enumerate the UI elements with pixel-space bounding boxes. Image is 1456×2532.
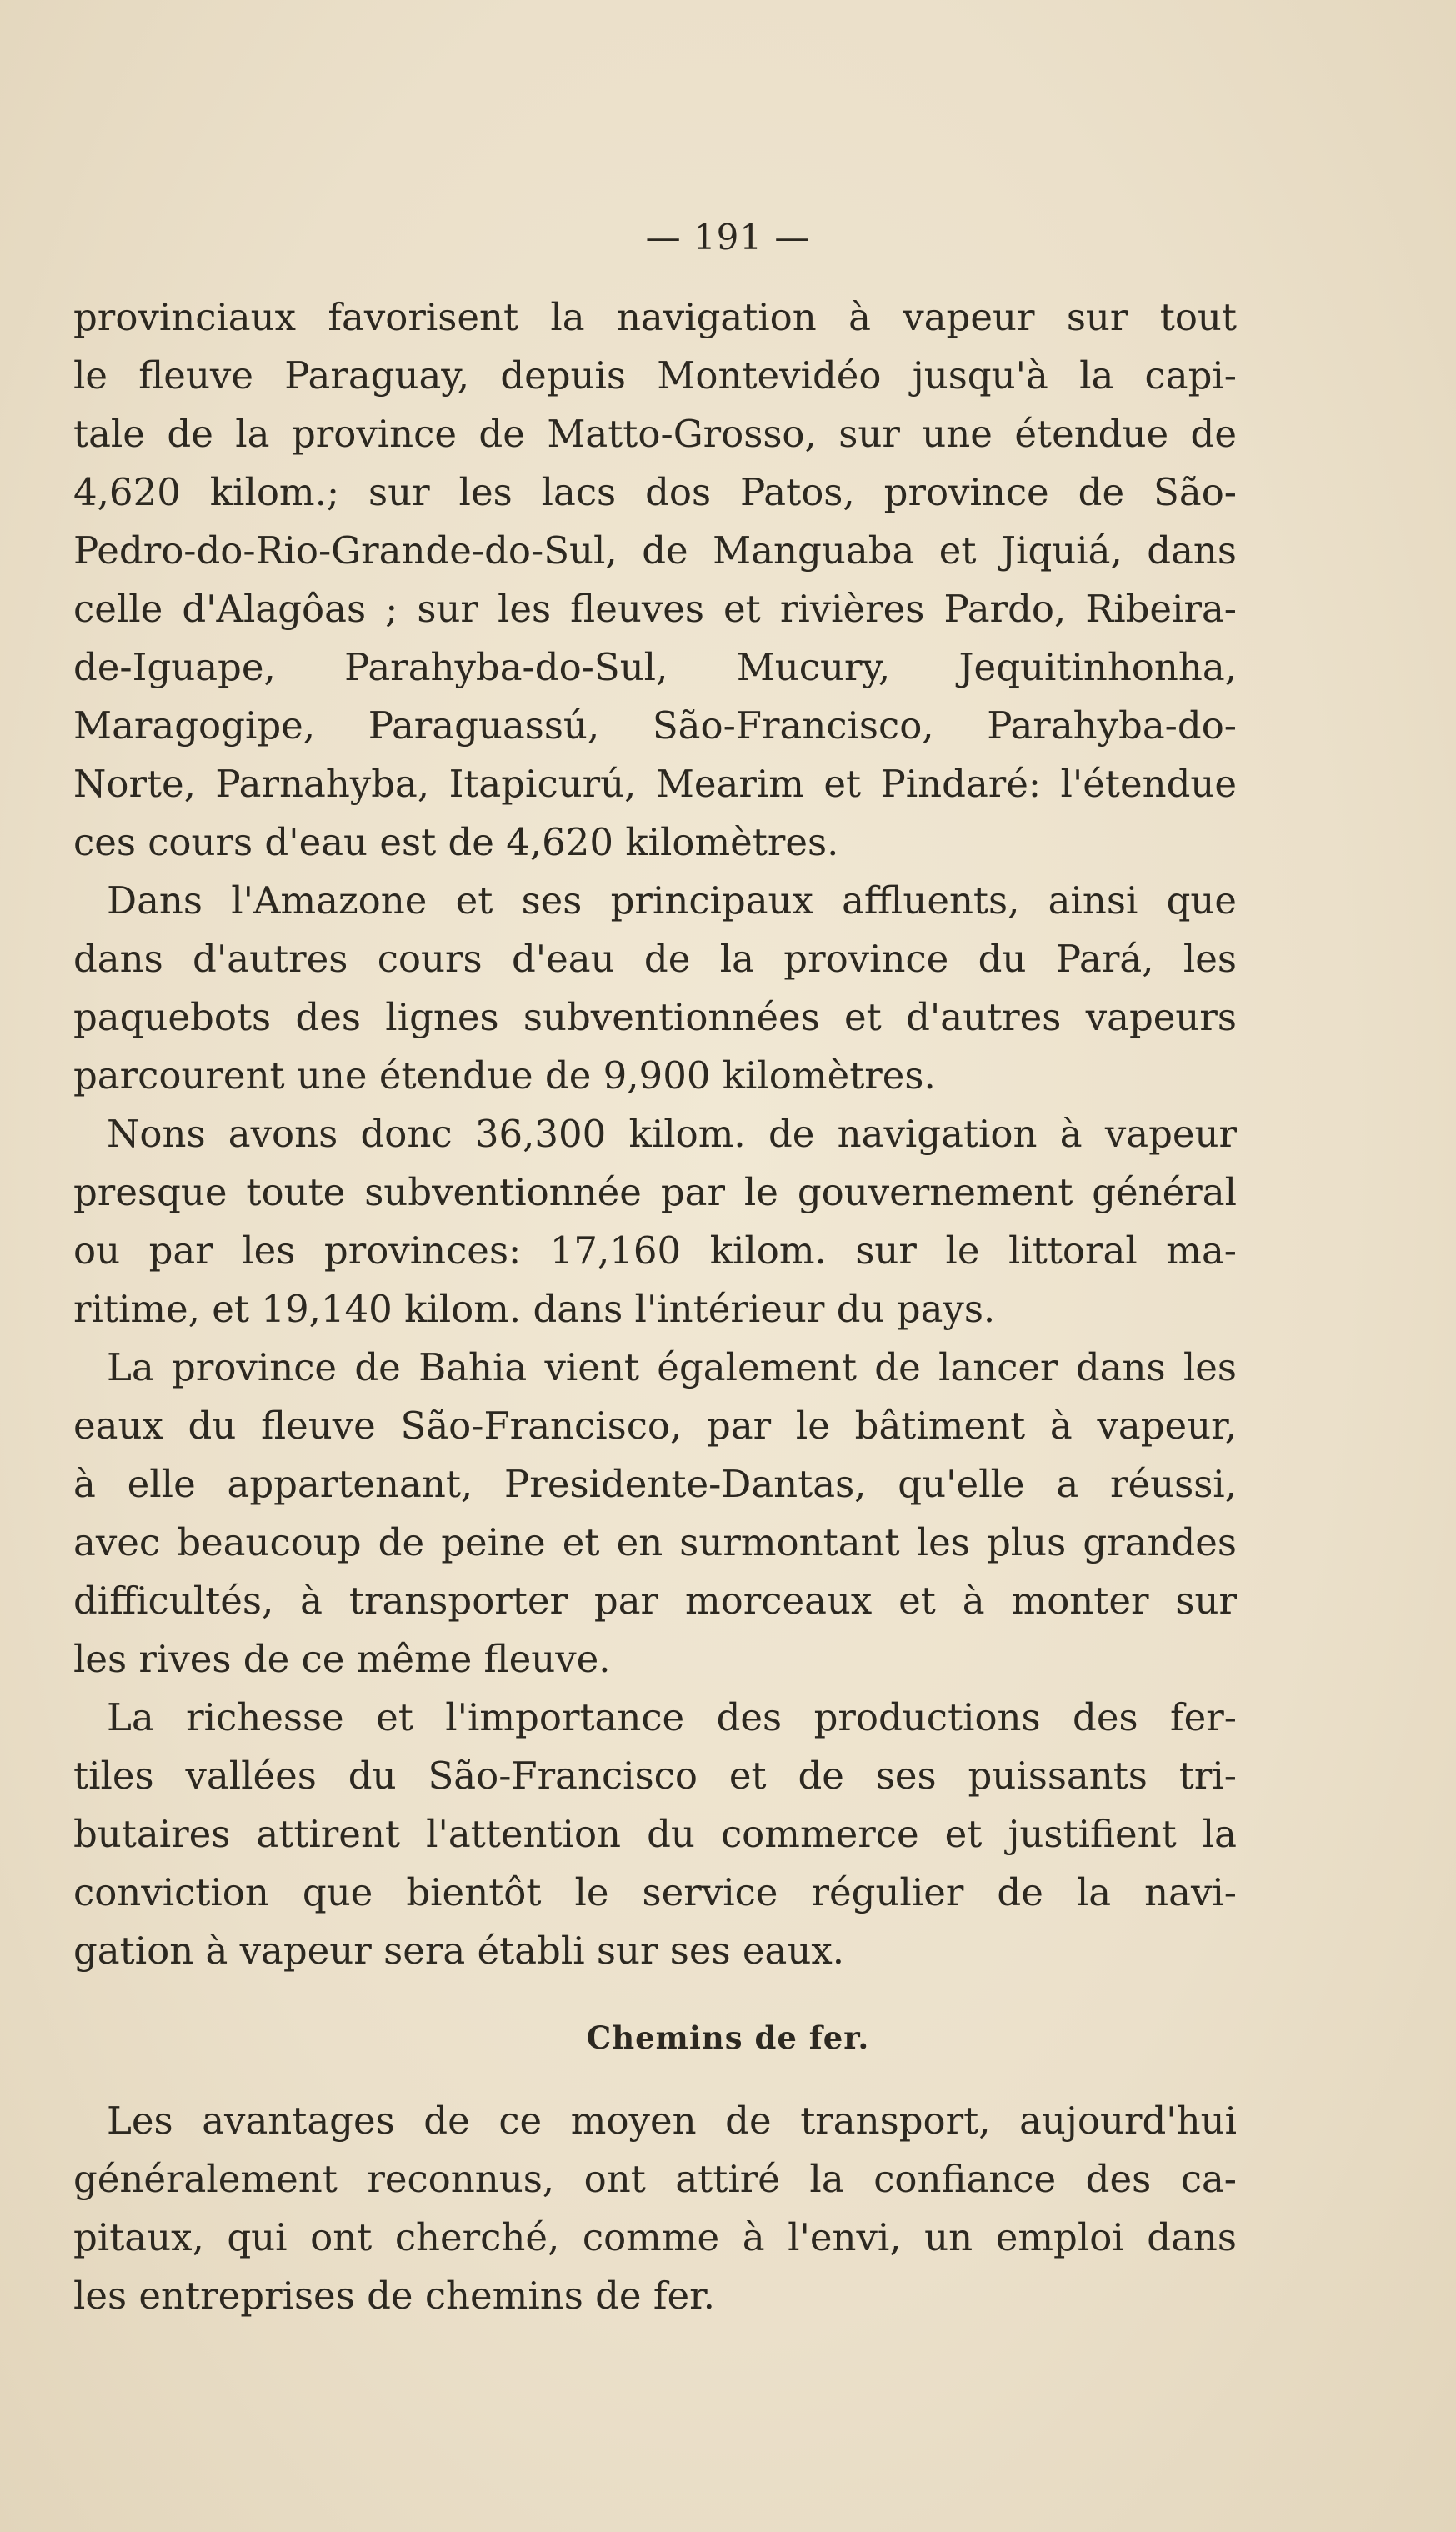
paragraph-end-line: ritime, et 19,140 kilom. dans l'intérieur du pays. <box>73 1287 996 1331</box>
page-number: — 191 — <box>645 217 811 258</box>
text-line: provinciaux favorisent la navigation à vapeur sur tout <box>73 295 1237 339</box>
text-line: conviction que bientôt le service régulier de la navi- <box>73 1870 1237 1914</box>
text-line: presque toute subventionnée par le gouvernement général <box>73 1170 1237 1214</box>
paragraph-end-line: gation à vapeur sera établi sur ses eaux. <box>73 1929 845 1973</box>
text-line: dans d'autres cours d'eau de la province du Pará, les <box>73 937 1237 981</box>
paragraph-start-line: La richesse et l'importance des productions des fer- <box>107 1695 1237 1739</box>
text-line: avec beaucoup de peine et en surmontant les plus grandes <box>73 1520 1237 1564</box>
text-line: Norte, Parnahyba, Itapicurú, Mearim et Pindaré: l'étendue <box>73 762 1237 806</box>
text-line: Maragogipe, Paraguassú, São-Francisco, Parahyba-do- <box>73 703 1237 748</box>
paragraph-end-line: les rives de ce même fleuve. <box>73 1637 611 1681</box>
text-line: celle d'Alagôas ; sur les fleuves et rivières Pardo, Ribeira- <box>73 587 1237 631</box>
paragraph-start-line: Les avantages de ce moyen de transport, aujourd'hui <box>107 2099 1237 2143</box>
paragraph-start-line: Nons avons donc 36,300 kilom. de navigation à vapeur <box>107 1112 1237 1156</box>
section-heading: Chemins de fer. <box>586 2019 870 2056</box>
text-line: ou par les provinces: 17,160 kilom. sur le littoral ma- <box>73 1228 1237 1273</box>
body-text <box>73 288 1237 1980</box>
paragraph-end-line: les entreprises de chemins de fer. <box>73 2274 715 2318</box>
text-line: tale de la province de Matto-Grosso, sur une étendue de <box>73 412 1237 456</box>
text-line: butaires attirent l'attention du commerce et justifient la <box>73 1812 1237 1856</box>
text-line: 4,620 kilom.; sur les lacs dos Patos, province de São- <box>73 470 1237 514</box>
text-line: paquebots des lignes subventionnées et d'autres vapeurs <box>73 995 1237 1039</box>
text-line: de-Iguape, Parahyba-do-Sul, Mucury, Jequitinhonha, <box>73 645 1237 689</box>
text-line: généralement reconnus, ont attiré la confiance des ca- <box>73 2157 1237 2201</box>
text-line: à elle appartenant, Presidente-Dantas, qu'elle a réussi, <box>73 1462 1237 1506</box>
paragraph-end-line: parcourent une étendue de 9,900 kilomètres. <box>73 1053 936 1098</box>
text-line: Pedro-do-Rio-Grande-do-Sul, de Manguaba et Jiquiá, dans <box>73 528 1237 573</box>
text-line: difficultés, à transporter par morceaux et à monter sur <box>73 1579 1237 1623</box>
paragraph-end-line: ces cours d'eau est de 4,620 kilomètres. <box>73 820 839 864</box>
paragraph-start-line: Dans l'Amazone et ses principaux affluents, ainsi que <box>107 878 1237 923</box>
text-line: pitaux, qui ont cherché, comme à l'envi, un emploi dans <box>73 2215 1237 2259</box>
text-line: le fleuve Paraguay, depuis Montevidéo jusqu'à la capi- <box>73 353 1237 398</box>
text-line: tiles vallées du São-Francisco et de ses puissants tri- <box>73 1754 1237 1798</box>
section-text <box>73 2092 1237 2325</box>
paragraph-start-line: La province de Bahia vient également de lancer dans les <box>107 1345 1237 1389</box>
text-line: eaux du fleuve São-Francisco, par le bâtiment à vapeur, <box>73 1404 1237 1448</box>
